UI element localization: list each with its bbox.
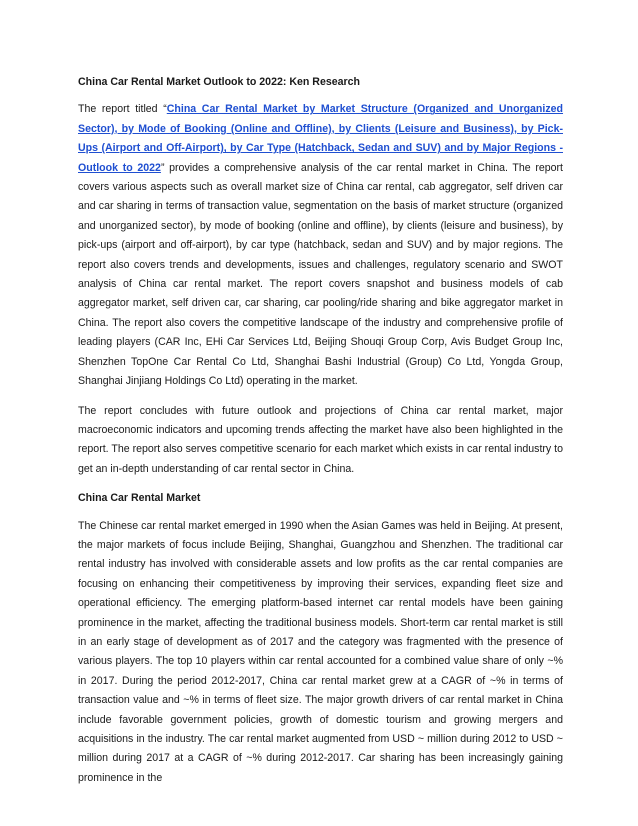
intro-paragraph: [78, 100, 563, 391]
report-title-link[interactable]: China Car Rental Market by Market Structure (Organized and Unorganized Sector), by Mode of Booking (Online and Offline), by Clients (Leisure and Business), by Pick-Ups (Airport and Off-Airport), by Car Type (Hatchback, Sedan and SUV) and by Major Regions - Outlook to 2022: [78, 103, 564, 174]
outlook-paragraph: The report concludes with future outlook and projections of China car rental market, major macroeconomic indicators and upcoming trends affecting the market have also been highlighted in the report. The report also serves competitive scenario for each market which exists in car rental industry to get an in-depth understanding of car rental sector in China.: [78, 404, 563, 475]
intro-body: ” provides a comprehensive analysis of the car rental market in China. The report covers various aspects such as overall market size of China car rental, cab aggregator, self driven car and car sharing in terms of transaction value, segmentation on the basis of market structure (organized and unorganized sector), by mode of booking (online and offline), by clients (leisure and business), by pick-ups (airport and off-airport), by car type (hatchback, sedan and SUV) and by major regions. The report also covers trends and developments, issues and challenges, regulatory scenario and SWOT analysis of China car rental market. The report covers snapshot and business models of cab aggregator market, self driven car, car sharing, car pooling/ride sharing and bike aggregator market in China. The report also covers the competitive landscape of the industry and comprehensive profile of leading players (CAR Inc, EHi Car Services Ltd, Beijing Shouqi Group Corp, Avis Budget Group Inc, Shenzhen TopOne Car Rental Co Ltd, Shanghai Bashi Industrial (Group) Co Ltd, Yongda Group, Shanghai Jinjiang Holdings Co Ltd) operating in the market.: [78, 161, 563, 388]
document-title: China Car Rental Market Outlook to 2022: Ken Research: [78, 76, 360, 88]
intro-prefix: The report titled “: [78, 103, 167, 116]
section-heading: China Car Rental Market: [78, 492, 201, 505]
market-paragraph: The Chinese car rental market emerged in 1990 when the Asian Games was held in Beijing. At present, the major markets of focus include Beijing, Shanghai, Guangzhou and Shenzhen. The traditional car rental industry has involved with considerable assets and low profits as the car rental companies are focusing on enhancing their competitiveness by improving their services, expanding fleet size and operational efficiency. The emerging platform-based internet car rental models have been gaining prominence in the market, affecting the traditional business models. Short-term car rental market is still in an early stage of development as of 2017 and the category was fragmented with the presence of various players. The top 10 players within car rental accounted for a combined value share of only ~% in 2017. During the period 2012-2017, China car rental market grew at a CAGR of ~% in terms of transaction value and ~% in terms of fleet size. The major growth drivers of car rental market in China include favorable government policies, growth of domestic tourism and growing mergers and acquisitions in the industry. The car rental market augmented from USD ~ million during 2012 to USD ~ million during 2017 at a CAGR of ~% during 2012-2017. Car sharing has been increasingly gaining prominence in the: [78, 519, 563, 784]
document-page: [78, 73, 563, 798]
